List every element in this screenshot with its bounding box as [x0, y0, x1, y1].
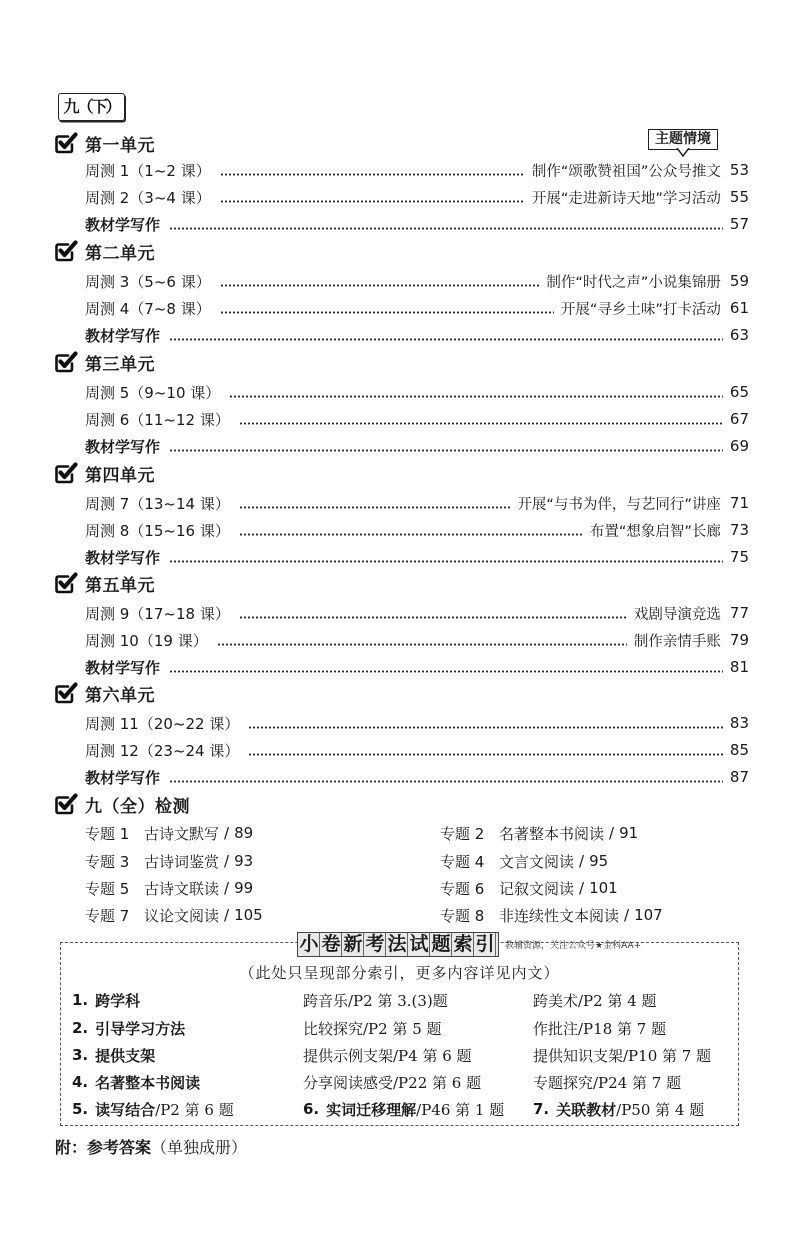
topic-separator: /	[224, 824, 230, 842]
page-number: 57	[729, 215, 749, 233]
topic-name: 记叙文阅读	[499, 879, 575, 898]
index-item: 比较探究/P2 第 5 题	[303, 1019, 442, 1038]
dot-leader	[248, 753, 723, 756]
dot-leader	[169, 560, 723, 563]
topic-name: 古诗文默写	[144, 824, 220, 843]
toc-entry	[85, 602, 749, 624]
page-number: 77	[729, 604, 749, 622]
page-number: 89	[234, 824, 254, 842]
topic-item	[440, 904, 663, 926]
entry-task: 制作亲情手账	[633, 633, 721, 650]
unit-title: 第二单元	[85, 243, 155, 264]
appendix-note: （单独成册）	[151, 1137, 248, 1157]
dot-leader	[229, 395, 723, 398]
page-number: 61	[729, 299, 749, 317]
toc-entry	[85, 739, 749, 761]
topic-number: 专题 7	[85, 906, 130, 925]
topic-item	[85, 822, 253, 844]
dot-leader	[217, 643, 627, 646]
index-category-label: 引导学习方法	[95, 1019, 186, 1038]
checkmark-icon	[54, 682, 78, 704]
topic-name: 非连续性文本阅读	[499, 906, 620, 925]
entry-label: 周测 7（13~14 课）	[85, 494, 230, 513]
index-reference: /P46 第 1 题	[416, 1100, 505, 1119]
theme-context-tag: 主题情境	[648, 129, 718, 150]
topic-number: 专题 4	[440, 852, 485, 871]
entry-label: 周测 11（20~22 课）	[85, 714, 240, 733]
toc-entry	[85, 270, 749, 292]
dot-leader	[239, 506, 511, 509]
topic-number: 专题 3	[85, 852, 130, 871]
page-number: 55	[729, 188, 749, 206]
entry-task: 开展“与书为伴，与艺同行”讲座	[517, 496, 721, 513]
page-number: 53	[729, 161, 749, 179]
dot-leader	[169, 449, 723, 452]
unit-heading	[54, 461, 155, 485]
unit-heading	[54, 571, 155, 595]
topic-name: 议论文阅读	[144, 906, 220, 925]
dot-leader	[220, 200, 525, 203]
page-number: 73	[729, 521, 749, 539]
topic-separator: /	[224, 906, 230, 924]
page-number: 87	[729, 768, 749, 786]
toc-entry	[85, 546, 749, 568]
volume-tag: 九（下）	[58, 93, 125, 121]
full-test-title: 九（全）检测	[85, 796, 190, 817]
dot-leader	[220, 284, 540, 287]
dot-leader	[239, 422, 723, 425]
entry-label: 周测 8（15~16 课）	[85, 521, 230, 540]
toc-entry	[85, 712, 749, 734]
entry-label: 周测 10（19 课）	[85, 631, 208, 650]
index-category-label: 关联教材	[556, 1100, 617, 1119]
page-number: 79	[729, 631, 749, 649]
page-number: 93	[234, 852, 254, 870]
topic-name: 古诗文联读	[144, 879, 220, 898]
index-reference: /P50 第 4 题	[616, 1100, 705, 1119]
unit-title: 第五单元	[85, 575, 155, 596]
toc-entry	[85, 381, 749, 403]
dot-leader	[169, 670, 723, 673]
index-number: 7.	[533, 1100, 550, 1118]
page-number: 69	[729, 437, 749, 455]
page-number: 107	[634, 906, 663, 924]
topic-separator: /	[224, 879, 230, 897]
toc-entry	[85, 656, 749, 678]
index-category-label: 实词迁移理解	[326, 1100, 417, 1119]
index-number: 3.	[72, 1046, 89, 1064]
index-item: 跨美术/P2 第 4 题	[533, 991, 657, 1010]
page-number: 71	[729, 494, 749, 512]
dot-leader	[239, 616, 627, 619]
dot-leader	[169, 338, 723, 341]
entry-label: 教材学写作	[85, 215, 161, 234]
index-item: 提供知识支架/P10 第 7 题	[533, 1046, 712, 1065]
page-number: 81	[729, 658, 749, 676]
entry-task: 布置“想象启智”长廊	[589, 523, 721, 540]
entry-label: 教材学写作	[85, 326, 161, 345]
toc-entry	[85, 435, 749, 457]
toc-entry	[85, 408, 749, 430]
index-category	[72, 1071, 200, 1093]
toc-entry	[85, 629, 749, 651]
topic-name: 名著整本书阅读	[499, 824, 605, 843]
entry-label: 教材学写作	[85, 768, 161, 787]
entry-label: 周测 12（23~24 课）	[85, 741, 240, 760]
topic-item	[440, 822, 638, 844]
checkmark-icon	[54, 240, 78, 262]
entry-label: 周测 1（1~2 课）	[85, 161, 211, 180]
index-number: 1.	[72, 991, 89, 1009]
dot-leader	[169, 227, 723, 230]
page-number: 67	[729, 410, 749, 428]
index-note: （此处只呈现部分索引，更多内容详见内文）	[239, 964, 560, 982]
topic-number: 专题 6	[440, 879, 485, 898]
unit-heading	[54, 131, 155, 155]
dot-leader	[220, 173, 525, 176]
index-category-label: 名著整本书阅读	[95, 1073, 201, 1092]
index-item: 作批注/P18 第 7 题	[533, 1019, 667, 1038]
unit-title: 第一单元	[85, 135, 155, 156]
watermark-text: 教辅资源，关注公众号★金科AA+	[505, 941, 642, 951]
checkmark-icon	[54, 462, 78, 484]
page-number: 85	[729, 741, 749, 759]
topic-separator: /	[609, 824, 615, 842]
index-item: 专题探究/P24 第 7 题	[533, 1073, 682, 1092]
checkmark-icon	[54, 793, 78, 815]
topic-item	[85, 877, 253, 899]
topic-separator: /	[224, 852, 230, 870]
index-item: 提供示例支架/P4 第 6 题	[303, 1046, 472, 1065]
unit-heading	[54, 350, 155, 374]
topic-name: 古诗词鉴赏	[144, 852, 220, 871]
toc-entry	[85, 186, 749, 208]
toc-entry	[85, 324, 749, 346]
checkmark-icon	[54, 351, 78, 373]
topic-separator: /	[579, 879, 585, 897]
page-number: 63	[729, 326, 749, 344]
index-item: 跨音乐/P2 第 3.(3)题	[303, 991, 448, 1010]
index-title: 小卷新考法试题索引	[297, 932, 499, 957]
dot-leader	[239, 533, 583, 536]
topic-item	[440, 877, 618, 899]
topic-number: 专题 5	[85, 879, 130, 898]
index-category	[72, 1098, 234, 1120]
entry-label: 周测 5（9~10 课）	[85, 383, 221, 402]
appendix-line	[55, 1135, 247, 1157]
topic-separator: /	[624, 906, 630, 924]
index-category	[72, 989, 140, 1011]
toc-entry	[85, 297, 749, 319]
topic-name: 文言文阅读	[499, 852, 575, 871]
page-number: 91	[619, 824, 639, 842]
index-number: 2.	[72, 1019, 89, 1037]
entry-label: 周测 4（7~8 课）	[85, 299, 211, 318]
index-category	[72, 1044, 155, 1066]
page-number: 105	[234, 906, 263, 924]
unit-heading	[54, 681, 155, 705]
index-category	[533, 1098, 704, 1120]
topic-number: 专题 8	[440, 906, 485, 925]
entry-task: 制作“颂歌赞祖国”公众号推文	[531, 163, 721, 180]
entry-label: 周测 6（11~12 课）	[85, 410, 230, 429]
entry-task: 制作“时代之声”小说集锦册	[546, 274, 721, 291]
index-category	[72, 1017, 185, 1039]
unit-title: 第六单元	[85, 685, 155, 706]
topic-item	[440, 850, 608, 872]
index-number: 4.	[72, 1073, 89, 1091]
index-category-label: 跨学科	[95, 991, 141, 1010]
checkmark-icon	[54, 572, 78, 594]
topic-item	[85, 850, 253, 872]
toc-entry	[85, 766, 749, 788]
page-number: 75	[729, 548, 749, 566]
entry-label: 周测 2（3~4 课）	[85, 188, 211, 207]
unit-heading	[54, 792, 190, 816]
dot-leader	[220, 311, 554, 314]
index-item: 分享阅读感受/P22 第 6 题	[303, 1073, 482, 1092]
entry-task: 开展“走进新诗天地”学习活动	[531, 190, 721, 207]
index-number: 6.	[303, 1100, 320, 1118]
index-category-label: 提供支架	[95, 1046, 156, 1065]
topic-item	[85, 904, 263, 926]
unit-heading	[54, 239, 155, 263]
entry-label: 周测 3（5~6 课）	[85, 272, 211, 291]
unit-title: 第四单元	[85, 465, 155, 486]
entry-label: 教材学写作	[85, 658, 161, 677]
unit-title: 第三单元	[85, 354, 155, 375]
index-category	[303, 1098, 504, 1120]
toc-entry	[85, 492, 749, 514]
checkmark-icon	[54, 132, 78, 154]
toc-entry	[85, 213, 749, 235]
entry-label: 教材学写作	[85, 437, 161, 456]
index-category-label: 读写结合	[95, 1100, 156, 1119]
appendix-label: 附：参考答案	[55, 1137, 152, 1157]
topic-number: 专题 1	[85, 824, 130, 843]
page-number: 99	[234, 879, 254, 897]
topic-separator: /	[579, 852, 585, 870]
entry-label: 周测 9（17~18 课）	[85, 604, 230, 623]
page-number: 83	[729, 714, 749, 732]
entry-label: 教材学写作	[85, 548, 161, 567]
page-number: 101	[589, 879, 618, 897]
speech-pointer-icon	[676, 148, 690, 157]
entry-task: 戏剧导演竞选	[633, 606, 721, 623]
index-reference: /P2 第 6 题	[155, 1100, 234, 1119]
dot-leader	[169, 780, 723, 783]
index-number: 5.	[72, 1100, 89, 1118]
dot-leader	[248, 726, 723, 729]
entry-task: 开展“寻乡土味”打卡活动	[560, 301, 721, 318]
topic-number: 专题 2	[440, 824, 485, 843]
page-number: 65	[729, 383, 749, 401]
page-number: 59	[729, 272, 749, 290]
toc-entry	[85, 519, 749, 541]
toc-entry	[85, 159, 749, 181]
page-number: 95	[589, 852, 609, 870]
